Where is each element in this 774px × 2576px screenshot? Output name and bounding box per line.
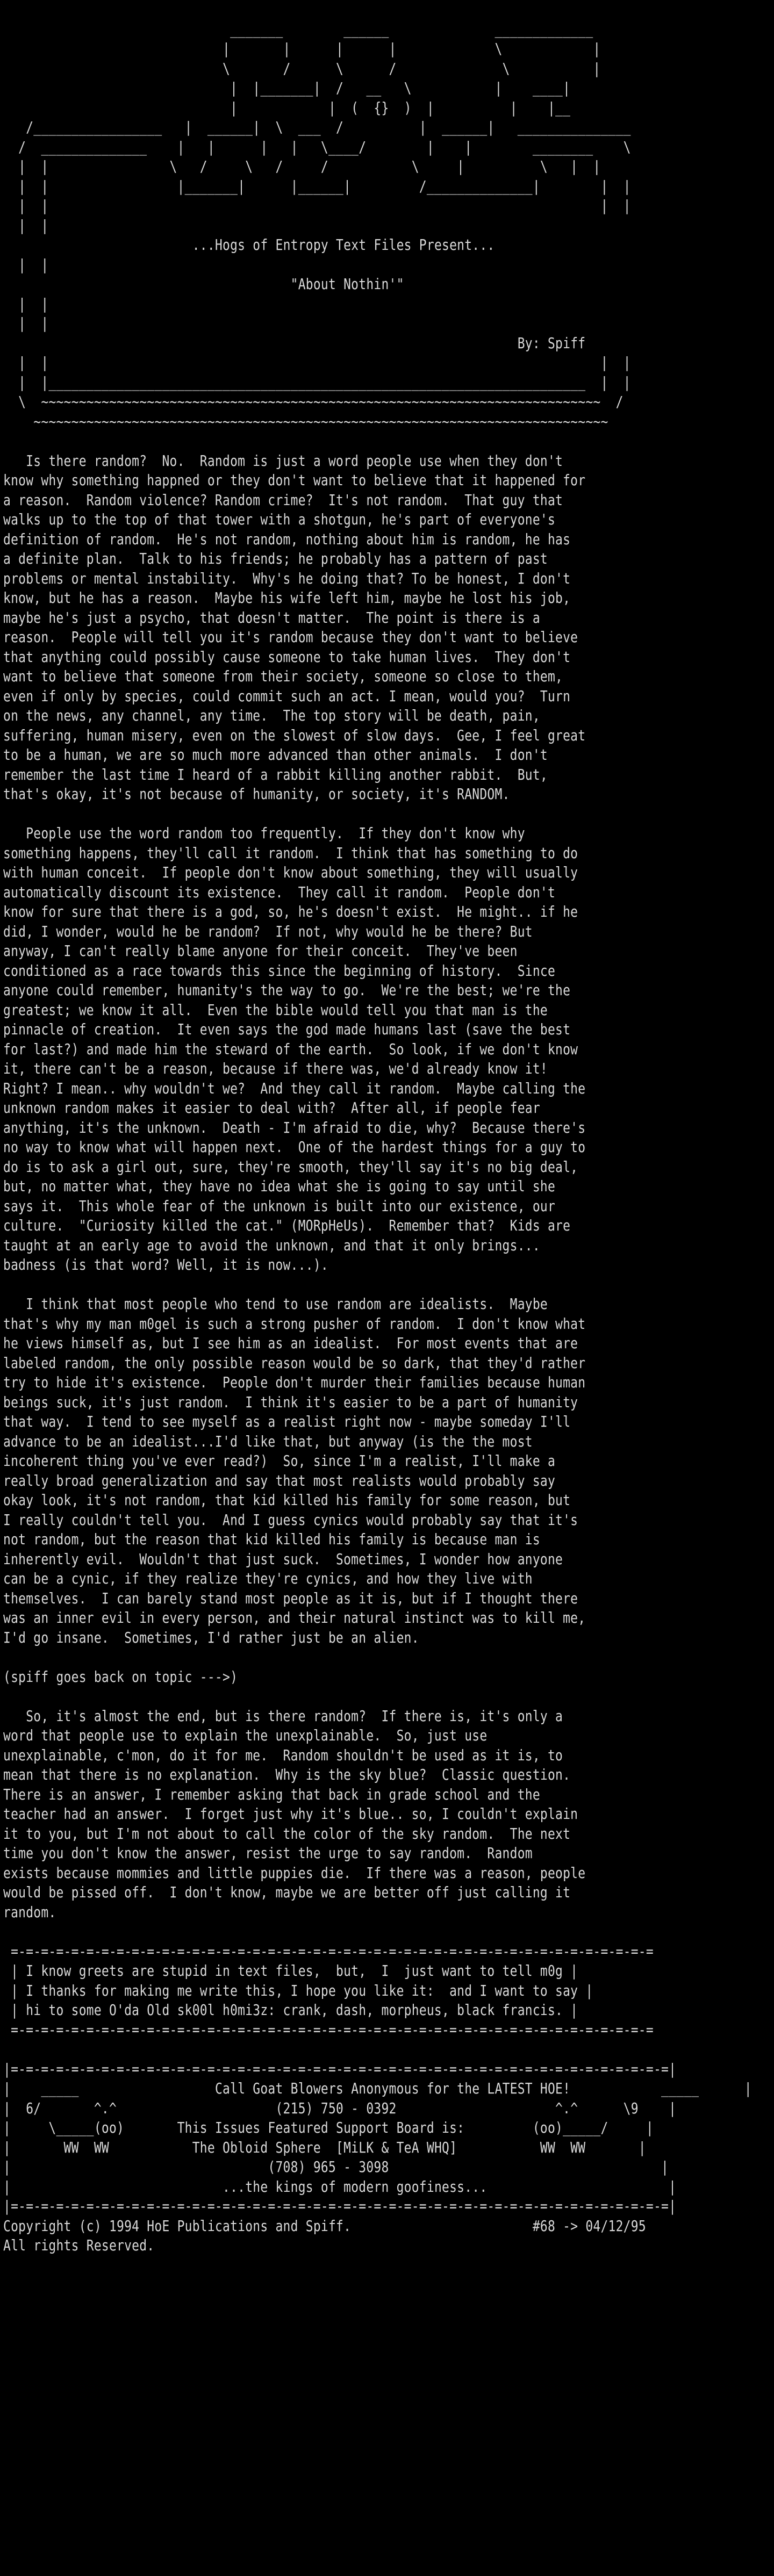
footer-pad: | [487, 2177, 677, 2196]
goat-art-right: _____ | [570, 2079, 752, 2097]
title-prefix [3, 275, 291, 293]
author-byline: By: Spiff [517, 334, 586, 352]
footer-pad [351, 2217, 533, 2235]
goat-art-right: (oo)_____/ | [464, 2119, 654, 2136]
paragraph-3: I think that most people who tend to use random are idealists. Maybe that's why my man m0gel is such a strong pusher of random. I don't know what he views himself as, but I see him as an idealist. For most events that are labeled random, the only possible reason would be so dark, that they'd rather try to hide it's existence. People don't murder their families because human beings suck, it's just random. I think it's easier to be a part of humanity that way. I tend to see myself as a realist right now - maybe someday I'll advance to be an idealist...I'd like that, but anyway (is the the most incoherent thing you've ever read?) So, since I'm a realist, I'll make a really broad generalization and say that most realists would probably say okay look, it's not random, that kid killed his family for some reason, but I really couldn't tell you. And I guess cynics would probably say that it's not random, but the reason that kid killed his family is because man is inherently evil. Wouldn't that just suck. Sometimes, I wonder how anyone can be a cynic, if they realize they're cynics, and how they live with themselves. I can barely stand most people as it is, but if I thought there was an inner evil in every person, and their natural instinct was to kill me, I'd go insane. Sometimes, I'd rather just be an alien. [3, 1295, 586, 1646]
paragraph-4: So, it's almost the end, but is there random? If there is, it's only a word that people use to explain the unexplainable. So, just use unexplainable, c'mon, do it for me. Random shouldn't be used as it is, to mean that there is no explanation. Why is the sky blue? Classic question. There is an answer, I remember asking that back in grade school and the teacher had an answer. I forget just why it's blue.. so, I couldn't explain it to you, but I'm not about to call the color of the sky random. The next time you don't know the answer, resist the urge to say random. Random exists because mommies and little puppies die. If there was a reason, people would be pissed off. I don't know, maybe we are better off just calling it random. [3, 1707, 586, 1921]
footer-pad: | [389, 2158, 669, 2176]
goat-art-left: | WW WW [3, 2138, 192, 2156]
footer-tagline: ...the kings of modern goofiness... [223, 2177, 488, 2196]
footer-phone-2: (708) 965 - 3098 [268, 2158, 389, 2176]
greets-text: | I know greets are stupid in text files, but, I just want to tell m0g | | I thanks for making me write this, I hope you like it: and I want to say | | hi to some O'da Old sk00l h0mi3z: crank, dash, morpheus, black francis. | [11, 1962, 593, 2019]
footer-call-line: Call Goat Blowers Anonymous for the LATEST HOE! [214, 2079, 571, 2097]
issue-number: #68 -> 04/12/95 [532, 2217, 646, 2235]
article-title: "About Nothin'" [290, 275, 404, 293]
goat-art-left: | _____ [3, 2079, 215, 2097]
footer-border-bottom: |=-=-=-=-=-=-=-=-=-=-=-=-=-=-=-=-=-=-=-=-=-=-=-=-=-=-=-=-=-=-=-=-=-=-=-=-=-=-=-=-=-=-=-=| [3, 2197, 677, 2215]
paragraph-1: Is there random? No. Random is just a word people use when they don't know why something happned or they don't want to believe that it happened for a reason. Random violence? Random crime? It's not random. That guy that walks up to the top of that tower with a shotgun, he's part of everyone's definition of random. He's not random, nothing about him is random, he has a definite plan. Talk to his friends; he probably has a pattern of past problems or mental instability. Why's he doing that? To be honest, I don't know, but he has a reason. Maybe his wife left him, maybe he lost his job, maybe he's just a psycho, that doesn't matter. The point is there is a reason. People will tell you it's random because they don't want to believe that anything could possibly cause someone to take human lives. They don't want to believe that someone from their society, someone so close to them, even if only by species, could commit such an act. I mean, would you? Turn on the news, any channel, any time. The top story will be death, pain, suffering, human misery, even on the slowest of slow days. Gee, I feel great to be a human, we are so much more advanced than other animals. I don't remember the last time I heard of a rabbit killing another rabbit. But, that's okay, it's not because of humanity, or society, it's RANDOM. [3, 451, 586, 803]
footer-support-line: This Issues Featured Support Board is: [177, 2119, 465, 2136]
footer-pad: | [3, 2177, 223, 2196]
hoe-ascii-logo: _______ ______ _____________ | | | | \ | \ / \ / \ | | |_______| / __ \ | ____| | | ( {} ) | | |__ /_________________ | ______| \ ___ / | ______| _______________ / ______________ | | | | \____/ | | ________ \ | | \ / \ / / \ | \ | | | | |_______| |______| /______________| | | | | | | | | [18, 20, 631, 234]
footer-pad: | [3, 2158, 268, 2176]
greets-border-top: =-=-=-=-=-=-=-=-=-=-=-=-=-=-=-=-=-=-=-=-=-=-=-=-=-=-=-=-=-=-=-=-=-=-=-=-=-=-=-=-=-=-= [3, 1942, 654, 1960]
footer-border-top: |=-=-=-=-=-=-=-=-=-=-=-=-=-=-=-=-=-=-=-=-=-=-=-=-=-=-=-=-=-=-=-=-=-=-=-=-=-=-=-=-=-=-=-=| [3, 2060, 677, 2078]
goat-art-left: | \_____(oo) [3, 2119, 177, 2136]
goat-art-left: | 6/ ^.^ [3, 2099, 276, 2117]
text-file-body: _______ ______ _____________ | | | | \ | \ / \ / \ | | |_______| / __ \ | ____| | | ( {} ) | | |__ /_________________ | ______| \ ___ / | ______| _______________ / ______________ | | | | \____/ | | ________ \ | | \ / \ / / \ | \ | | | | |_______| |______| /______________| | | | | | | | | ...Hogs of Entropy Text Files Present... | | "About Nothin'" | | | | By: Spiff | | | | | |_______________________________________________________________________ | | \ ~~~~~~~~~~~~~~~~~~~~~~~~~~~~~~~~~~~~~~~~~~~~~~~~~~~~~~~~~~~~~~~~~~~~~~~~~~ / ~~~~~~~~~~~~~~~~~~~~~~~~~~~~~~~~~~~~~~~~~~~~~~~~~~~~~~~~~~~~~~~~~~~~~~~~~~~~ Is there random? No. Random is just a word people use when they don't know why something happned or they don't want to believe that it happened for a reason. Random violence? Random crime? It's not random. That guy that walks up to the top of that tower with a shotgun, he's part of everyone's definition of random. He's not random, nothing about him is random, he has a definite plan. Talk to his friends; he probably has a pattern of past problems or mental instability. Why's he doing that? To be honest, I don't know, but he has a reason. Maybe his wife left him, maybe he lost his job, maybe he's just a psycho, that doesn't matter. The point is there is a reason. People will tell you it's random because they don't want to believe that anything could possibly cause someone to take human lives. They don't want to believe that someone from their society, someone so close to them, even if only by species, could commit such an act. I mean, would you? Turn on the news, any channel, any time. The top story will be death, pain, suffering, human misery, even on the slowest of slow days. Gee, I feel great to be a human, we are so much more advanced than other animals. I don't remember the last time I heard of a rabbit killing another rabbit. But, that's okay, it's not because of humanity, or society, it's RANDOM. People use the word random too frequently. If they don't know why something happens, they'll call it random. I think that has something to do with human conceit. If people don't know about something, they will usually automatically discount its existence. They call it random. People don't know for sure that there is a god, so, he's doesn't exist. He might.. if he did, I wonder, would he be random? If not, why would he be there? But anyway, I can't really blame anyone for their conceit. They've been conditioned as a race towards this since the beginning of history. Since anyone could remember, humanity's the way to go. We're the best; we're the greatest; we know it all. Even the bible would tell you that man is the pinnacle of creation. It even says the god made humans last (save the best for last?) and made him the steward of the earth. So look, if we don't know it, there can't be a reason, because if there was, we'd already know it! Right? I mean.. why wouldn't we? And they call it random. Maybe calling the unknown random makes it easier to deal with? After all, if people fear anything, it's the unknown. Death - I'm afraid to die, why? Because there's no way to know what will happen next. One of the hardest things for a guy to do is to ask a girl out, sure, they're smooth, they'll say it's no big deal, but, no matter what, they have no idea what she is going to say until she says it. This whole fear of the unknown is built into our existence, our culture. "Curiosity killed the cat." (MORpHeUs). Remember that? Kids are taught at an early age to avoid the unknown, and that it only brings... badness (is that word? Well, it is now...). I think that most people who tend to use random are idealists. Maybe that's why my man m0gel is such a strong pusher of random. I don't know what he views himself as, but I see him as an idealist. For most events that are labeled random, the only possible reason would be so dark, that they'd rather try to hide it's existence. People don't murder their families because human beings suck, it's just random. I think it's easier to be a part of humanity that way. I tend to see myself as a realist right now - maybe someday I'll advance to be an idealist...I'd like that, but anyway (is the the most incoherent thing you've ever read?) So, since I'm a realist, I'll make a really broad generalization and say that most realists would probably say okay look, it's not random, that kid killed his family for some reason, but I really couldn't tell you. And I guess cynics would probably say that it's not random, but the reason that kid killed his family is because man is inherently evil. Wouldn't that just suck. Sometimes, I wonder how anyone can be a cynic, if they realize they're cynics, and how they live with themselves. I can barely stand most people as it is, but if I thought there was an inner evil in every person, and their natural instinct was to kill me, I'd go insane. Sometimes, I'd rather just be an alien. (spiff goes back on topic --->) So, it's almost the end, but is there random? If there is, it's only a word that people use to explain the unexplainable. So, just use unexplainable, c'mon, do it for me. Random shouldn't be used as it is, to mean that there is no explanation. Why is the sky blue? Classic question. There is an answer, I remember asking that back in grade school and the teacher had an answer. I forget just why it's blue.. so, I couldn't explain it to you, but I'm not about to call the color of the sky random. The next time you don't know the answer, resist the urge to say random. Random exists because mommies and little puppies die. If there was a reason, people would be pissed off. I don't know, maybe we are better off just calling it random. =-=-=-=-=-=-=-=-=-=-=-=-=-=-=-=-=-=-=-=-=-=-=-=-=-=-=-=-=-=-=-=-=-=-=-=-=-=-=-=-=-=-= | I know greets are stupid in text files, but, I just want to tell m0g | | I thanks for making me write this, I hope you like it: and I want to say | | hi to some O'da Old sk00l h0mi3z: crank, dash, morpheus, black francis. | =-=-=-=-=-=-=-=-=-=-=-=-=-=-=-=-=-=-=-=-=-=-=-=-=-=-=-=-=-=-=-=-=-=-=-=-=-=-=-=-=-=-= |=-=-=-=-=-=-=-=-=-=-=-=-=-=-=-=-=-=-=-=-=-=-=-=-=-=-=-=-=-=-=-=-=-=-=-=-=-=-=-=-=-=-=-=| | _____ Call Goat Blowers Anonymous for the LATEST HOE! _____ | | 6/ ^.^ (215) 750 - 0392 ^.^ \9 | | \_____(oo) This Issues Featured Support Board is: (oo)_____/ | | WW WW The Obloid Sphere [MiLK & TeA WHQ] WW WW | | (708) 965 - 3098 | | ...the kings of modern goofiness... | |=-=-=-=-=-=-=-=-=-=-=-=-=-=-=-=-=-=-=-=-=-=-=-=-=-=-=-=-=-=-=-=-=-=-=-=-=-=-=-=-=-=-=-=| Copyright (c) 1994 HoE Publications and Spiff. #68 -> 04/12/95 All rights Reserved. [3, 20, 752, 2254]
copyright-notice: Copyright (c) 1994 HoE Publications and Spiff. [3, 2217, 352, 2235]
goat-art-right: WW WW | [457, 2138, 646, 2156]
logo-frame-bottom: | | | | | |_______________________________________________________________________ | | \ ~~~~~~~~~~~~~~~~~~~~~~~~~~~~~~~~~~~~~~~~~~~~~~~~~~~~~~~~~~~~~~~~~~~~~~~~~~ / ~~~~~~~~~~~~~~~~~~~~~~~~~~~~~~~~~~~~~~~~~~~~~~~~~~~~~~~~~~~~~~~~~~~~~~~~~~~~ [18, 354, 631, 430]
aside-note: (spiff goes back on topic --->) [3, 1667, 238, 1686]
footer-board-name: The Obloid Sphere [MiLK & TeA WHQ] [192, 2138, 457, 2156]
goat-art-right: ^.^ \9 | [396, 2099, 677, 2117]
rights-notice: All rights Reserved. [3, 2236, 155, 2254]
greets-border-bottom: =-=-=-=-=-=-=-=-=-=-=-=-=-=-=-=-=-=-=-=-=-=-=-=-=-=-=-=-=-=-=-=-=-=-=-=-=-=-=-=-=-=-= [3, 2020, 654, 2039]
byline-prefix [3, 334, 518, 352]
presents-prefix: ... [3, 236, 215, 254]
footer-phone-1: (215) 750 - 0392 [275, 2099, 397, 2117]
paragraph-2: People use the word random too frequently. If they don't know why something happens, they'll call it random. I think that has something to do with human conceit. If people don't know about something, they will usually automatically discount its existence. They call it random. People don't know for sure that there is a god, so, he's doesn't exist. He might.. if he did, I wonder, would he be random? If not, why would he be there? But anyway, I can't really blame anyone for their conceit. They've been conditioned as a race towards this since the beginning of history. Since anyone could remember, humanity's the way to go. We're the best; we're the greatest; we know it all. Even the bible would tell you that man is the pinnacle of creation. It even says the god made humans last (save the best for last?) and made him the steward of the earth. So look, if we don't know it, there can't be a reason, because if there was, we'd already know it! Right? I mean.. why wouldn't we? And they call it random. Maybe calling the unknown random makes it easier to deal with? After all, if people fear anything, it's the unknown. Death - I'm afraid to die, why? Because there's no way to know what will happen next. One of the hardest things for a guy to do is to ask a girl out, sure, they're smooth, they'll say it's no big deal, but, no matter what, they have no idea what she is going to say until she says it. This whole fear of the unknown is built into our existence, our culture. "Curiosity killed the cat." (MORpHeUs). Remember that? Kids are taught at an early age to avoid the unknown, and that it only brings... badness (is that word? Well, it is now...). [3, 824, 586, 1273]
presents-line: Hogs of Entropy Text Files Present... [214, 236, 495, 254]
